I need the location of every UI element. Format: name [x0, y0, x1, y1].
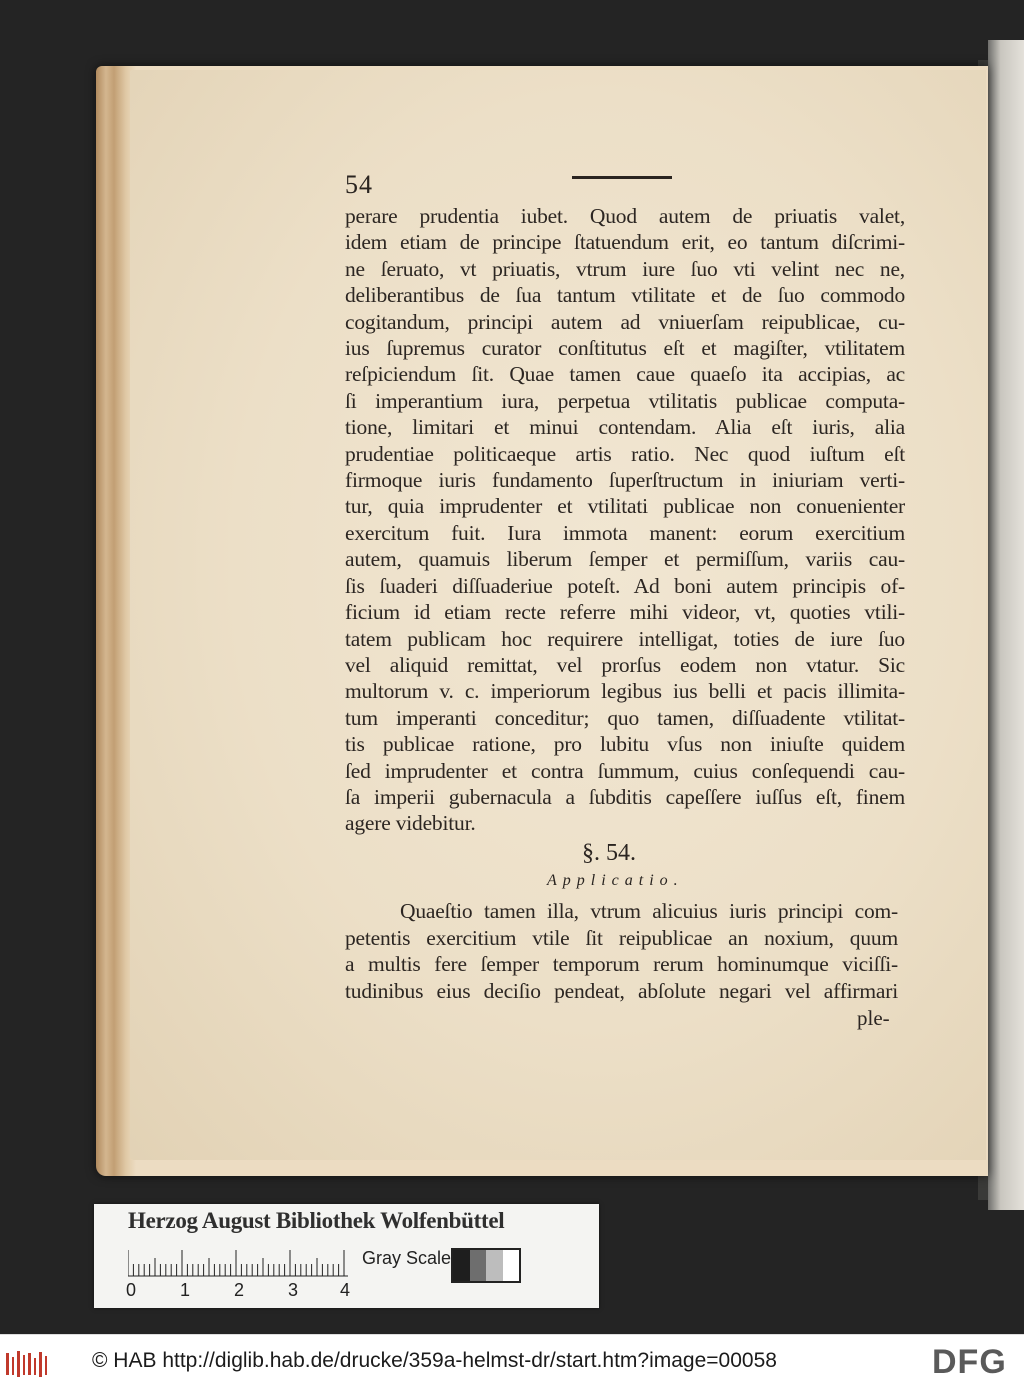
text-line: perare prudentia iubet. Quod autem de priuatis valet, — [345, 204, 905, 228]
text-line: tur, quia imprudenter et vtilitati publicae non conuenienter — [345, 494, 905, 519]
dfg-logo: DFG — [932, 1343, 1007, 1381]
section-subtitle: Applicatio. — [547, 872, 684, 889]
text-line: firmoque iuris fundamento ſuperſtructum in iniuriam verti- — [345, 468, 905, 493]
text-line: multorum v. c. imperiorum legibus ius belli et pacis illimita- — [345, 679, 905, 704]
text-line: cogitandum, principi autem ad vniuerſam reipublicae, cu- — [345, 309, 905, 334]
page-number: 54 — [345, 170, 373, 199]
catchword: ple- — [857, 1006, 890, 1030]
text-line: tudinibus eius deciſio pendeat, abſolute negari vel affirmari — [345, 978, 898, 1003]
text-line: ſed imprudenter et contra ſummum, cuius conſequendi cau- — [345, 758, 905, 783]
text-line: idem etiam de principe ſtatuendum erit, eo tantum diſcrimi- — [345, 230, 905, 255]
text-line: deliberantibus de ſua tantum vtilitate et de ſuo commodo — [345, 283, 905, 308]
text-line: ne ſeruato, vt priuatis, vtrum iure ſuo vti velint nec ne, — [345, 256, 905, 281]
scale-ruler-icon — [128, 1248, 348, 1278]
ruler-number: 1 — [180, 1280, 191, 1300]
text-line: agere videbitur. — [345, 811, 476, 836]
body-text-upper — [345, 203, 905, 837]
text-line: tatem publicam hoc requirere intelligat, toties de iure ſuo — [345, 626, 905, 651]
ruler-number: 3 — [288, 1280, 299, 1300]
next-page-edge — [988, 40, 1024, 1210]
archive-label — [94, 1204, 599, 1308]
ruler-number: 0 — [126, 1280, 137, 1300]
gray-scale-label: Gray Scale — [362, 1248, 452, 1268]
text-line: exercitum fuit. Iura immota manent: eorum exercitium — [345, 520, 905, 545]
text-line: tione, limitari et minui contendam. Alia eſt iuris, alia — [345, 415, 905, 440]
text-line: ſi imperantium iura, perpetua vtilitatis publicae computa- — [345, 388, 905, 413]
footer-bar — [0, 1334, 1024, 1391]
text-line: Quaeſtio tamen illa, vtrum alicuius iuris principi com- — [400, 899, 898, 923]
body-text-lower — [345, 898, 898, 1004]
text-line: ius ſupremus curator conſtitutus eſt et magiſter, vtilitatem — [345, 336, 905, 361]
text-line: autem, quamuis liberum ſemper et permiſſum, variis cau- — [345, 547, 905, 572]
text-line: petentis exercitium vtile ſit reipublicae an noxium, quum — [345, 925, 898, 950]
text-line: a multis fere ſemper temporum rerum hominumque viciſſi- — [345, 952, 898, 976]
copyright-url[interactable]: © HAB http://diglib.hab.de/drucke/359a-helmst-dr/start.htm?image=00058 — [92, 1349, 777, 1372]
text-line: tis publicae ratione, pro lubitu vſus non iniuſte quidem — [345, 732, 905, 757]
ruler-numbers — [124, 1280, 364, 1302]
text-line: prudentiae politicaeque artis ratio. Nec quod iuſtum eſt — [345, 441, 905, 466]
ruler-number: 4 — [340, 1280, 351, 1300]
text-line: vel aliquid remittat, vel prorſus eodem non vtatur. Sic — [345, 652, 905, 677]
text-line: reſpiciendum ſit. Quae tamen caue quaeſo ita accipias, ac — [345, 362, 905, 387]
text-line: ſis ſuaderi diſſuaderiue poteſt. Ad boni autem principis of- — [345, 573, 905, 598]
ruler-number: 2 — [234, 1280, 245, 1300]
header-rule — [572, 176, 672, 179]
text-line: ficium id etiam recte referre mihi videor, vt, quoties vtili- — [345, 600, 905, 625]
text-line: ſa imperii gubernacula a ſubditis capeſſere iuſſus eſt, finem — [345, 784, 905, 809]
text-line: tum imperanti conceditur; quo tamen, diſſuadente vtilitat- — [345, 705, 905, 730]
hab-barcode-logo-icon — [6, 1351, 48, 1377]
section-heading: §. 54. — [582, 840, 636, 866]
library-name: Herzog August Bibliothek Wolfenbüttel — [128, 1208, 505, 1233]
gray-scale-swatch — [451, 1248, 521, 1283]
